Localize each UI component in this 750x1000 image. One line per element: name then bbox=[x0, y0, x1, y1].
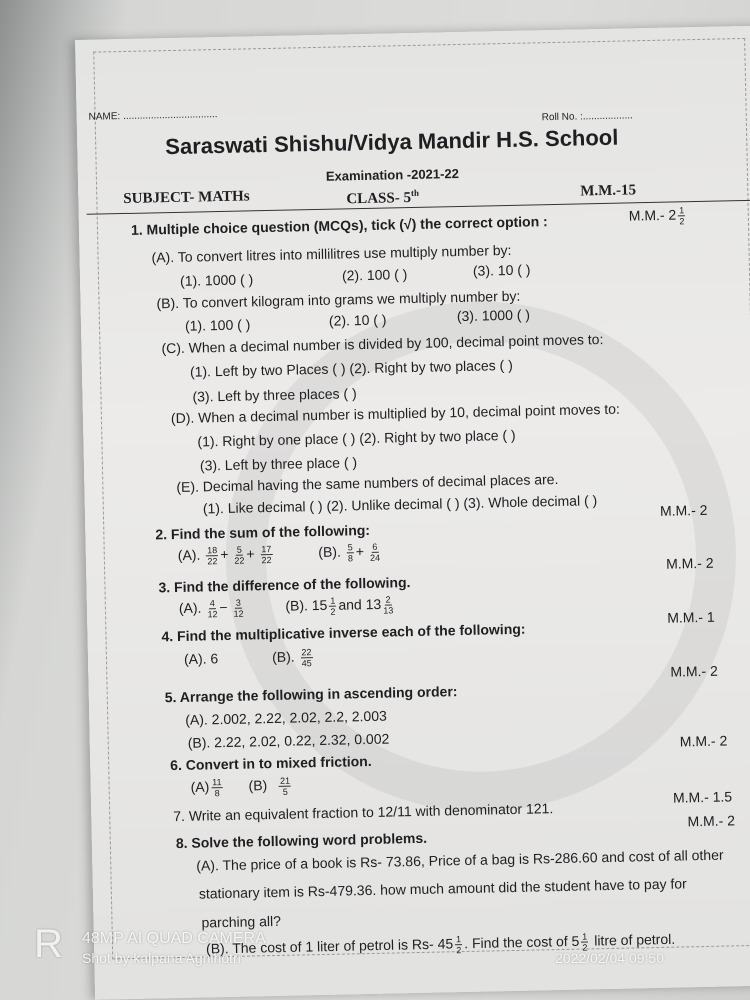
q8b-text1: (B). The cost of 1 liter of petrol is Rs- 45 bbox=[205, 935, 454, 957]
frac-den: 12 bbox=[233, 608, 244, 619]
q8-title: 8. Solve the following word problems. bbox=[175, 829, 428, 852]
subject: SUBJECT- MATHs bbox=[123, 188, 250, 208]
class-text: CLASS- 5 bbox=[346, 189, 412, 208]
q8-marks: M.M.- 2 bbox=[687, 812, 736, 830]
frac-num: 5 bbox=[236, 544, 242, 555]
frac-den: 8 bbox=[214, 788, 220, 799]
q8b-text3: litre of petrol. bbox=[590, 930, 676, 949]
frac-num: 2 bbox=[385, 594, 391, 605]
q1c-opt3: (3). Left by three places ( ) bbox=[192, 385, 357, 405]
plus-sign: + bbox=[246, 545, 255, 562]
q1a-opt2: (2). 100 ( ) bbox=[341, 266, 408, 284]
q1-title: 1. Multiple choice question (MCQs), tick (√) the correct option : bbox=[130, 213, 548, 238]
frac-den: 22 bbox=[234, 555, 245, 566]
minus-sign: − bbox=[219, 599, 228, 616]
frac-den: 22 bbox=[207, 556, 218, 567]
exam-paper bbox=[75, 26, 750, 1000]
frac-num: 3 bbox=[235, 597, 241, 608]
q1d-opts: (1). Right by one place ( ) (2). Right by two place ( ) bbox=[197, 426, 516, 450]
q2-marks: M.M.- 2 bbox=[659, 501, 708, 519]
frac-den: 2 bbox=[456, 945, 462, 956]
q4-parts bbox=[184, 647, 315, 671]
q1d: (D). When a decimal number is multiplied by 10, decimal point moves to: bbox=[170, 400, 620, 427]
frac-num: 22 bbox=[301, 647, 312, 658]
q1b-opt2: (2). 10 ( ) bbox=[328, 311, 387, 329]
q4a: (A). 6 bbox=[183, 650, 219, 668]
q6-marks: M.M.- 2 bbox=[679, 732, 728, 750]
frac-num: 6 bbox=[372, 541, 378, 552]
q6-parts bbox=[190, 776, 293, 799]
q1b-opt3: (3). 1000 ( ) bbox=[456, 306, 531, 325]
q1c-opts: (1). Left by two Places ( ) (2). Right by two places ( ) bbox=[189, 356, 513, 380]
name-field: NAME: .................................. bbox=[88, 109, 218, 123]
frac-den: 13 bbox=[383, 605, 394, 616]
exam-title: Examination -2021-22 bbox=[325, 165, 459, 184]
q1a-opt1: (1). 1000 ( ) bbox=[179, 271, 254, 289]
camera-watermark: 48MP AI QUAD CAMERA bbox=[82, 930, 266, 947]
frac-num: 1 bbox=[679, 205, 685, 216]
q5b: (B). 2.22, 2.02, 0.22, 2.32, 0.002 bbox=[187, 730, 390, 751]
school-name: Saraswati Shishu/Vidya Mandir H.S. School bbox=[164, 124, 619, 160]
frac-num: 21 bbox=[279, 775, 291, 786]
q3a-label: (A). bbox=[178, 599, 202, 617]
q8a-line2: stationary item is Rs-479.36. how much amount did the student have to pay for bbox=[198, 875, 687, 902]
q2-title: 2. Find the sum of the following: bbox=[155, 521, 371, 543]
q6-title: 6. Convert in to mixed friction. bbox=[170, 752, 372, 774]
q2-parts bbox=[178, 542, 383, 567]
q1-marks-text: M.M.- 2 bbox=[628, 206, 677, 224]
q8a-line3: parching all? bbox=[201, 912, 282, 931]
roll-number-field: Roll No. :.................. bbox=[541, 110, 633, 124]
frac-den: 24 bbox=[369, 552, 381, 563]
frac-den: 12 bbox=[207, 609, 218, 620]
q1e-opts: (1). Like decimal ( ) (2). Unlike decimal ( ) (3). Whole decimal ( ) bbox=[202, 492, 598, 517]
frac-den: 2 bbox=[330, 606, 336, 617]
q6b-label: (B) bbox=[248, 777, 268, 794]
q4b-label: (B). bbox=[271, 648, 295, 666]
q1b-opt1: (1). 100 ( ) bbox=[184, 316, 251, 334]
plus-sign: + bbox=[355, 543, 365, 560]
frac-den: 45 bbox=[301, 658, 312, 669]
q7-marks: M.M.- 1.5 bbox=[672, 788, 733, 806]
frac-num: 1 bbox=[582, 931, 588, 942]
q3b-and: and 13 bbox=[338, 595, 382, 613]
frac-num: 1 bbox=[330, 595, 336, 606]
frac-num: 17 bbox=[261, 544, 272, 555]
frac-den: 22 bbox=[261, 554, 272, 566]
class-sup: th bbox=[410, 187, 420, 198]
frac-num: 4 bbox=[209, 598, 215, 609]
shot-by-watermark: Shot by kalpana Agnihotri bbox=[82, 950, 241, 966]
q7-title: 7. Write an equivalent fraction to 12/11 with denominator 121. bbox=[173, 800, 554, 825]
q2b-label: (B). bbox=[318, 543, 342, 561]
frac-num: 1 bbox=[455, 934, 462, 945]
frac-den: 2 bbox=[679, 216, 685, 227]
q1-marks bbox=[629, 205, 688, 227]
q3b-label: (B). 15 bbox=[285, 597, 328, 614]
q1c: (C). When a decimal number is divided by 100, decimal point moves to: bbox=[161, 331, 604, 357]
q1b: (B). To convert kilogram into grams we multiply number by: bbox=[156, 287, 521, 312]
frac-den: 2 bbox=[582, 942, 588, 953]
q1e: (E). Decimal having the same numbers of decimal places are. bbox=[176, 470, 559, 495]
q1a-opt3: (3). 10 ( ) bbox=[472, 261, 531, 279]
q5a: (A). 2.002, 2.22, 2.02, 2.2, 2.003 bbox=[185, 707, 387, 728]
class bbox=[346, 188, 419, 209]
q3-title: 3. Find the difference of the following. bbox=[158, 574, 411, 596]
frac-num: 11 bbox=[212, 777, 222, 788]
q1d-opt3: (3). Left by three place ( ) bbox=[199, 454, 358, 474]
q8a-line1: (A). The price of a book is Rs- 73.86, Price of a bag is Rs-286.60 and cost of all other bbox=[196, 846, 724, 874]
frac-num: 5 bbox=[347, 542, 353, 553]
camera-logo: R bbox=[34, 922, 63, 966]
q4-marks: M.M.- 1 bbox=[667, 608, 715, 626]
q5-title: 5. Arrange the following in ascending order: bbox=[164, 683, 458, 706]
max-marks: M.M.-15 bbox=[580, 182, 637, 200]
q4-title: 4. Find the multiplicative inverse each of the following: bbox=[161, 620, 526, 645]
frac-num: 18 bbox=[207, 545, 218, 556]
frac-den: 5 bbox=[282, 786, 288, 797]
timestamp-watermark: 2022/02/04 09:50 bbox=[555, 950, 664, 966]
q2a-label: (A). bbox=[177, 546, 201, 564]
q8b-text2: . Find the cost of 5 bbox=[464, 932, 580, 952]
q6a-label: (A) bbox=[190, 778, 210, 795]
q1a: (A). To convert litres into millilitres use multiply number by: bbox=[151, 241, 512, 266]
q3-marks: M.M.- 2 bbox=[665, 554, 714, 572]
q5-marks: M.M.- 2 bbox=[670, 662, 718, 680]
frac-den: 8 bbox=[347, 553, 354, 564]
plus-sign: + bbox=[220, 546, 229, 563]
